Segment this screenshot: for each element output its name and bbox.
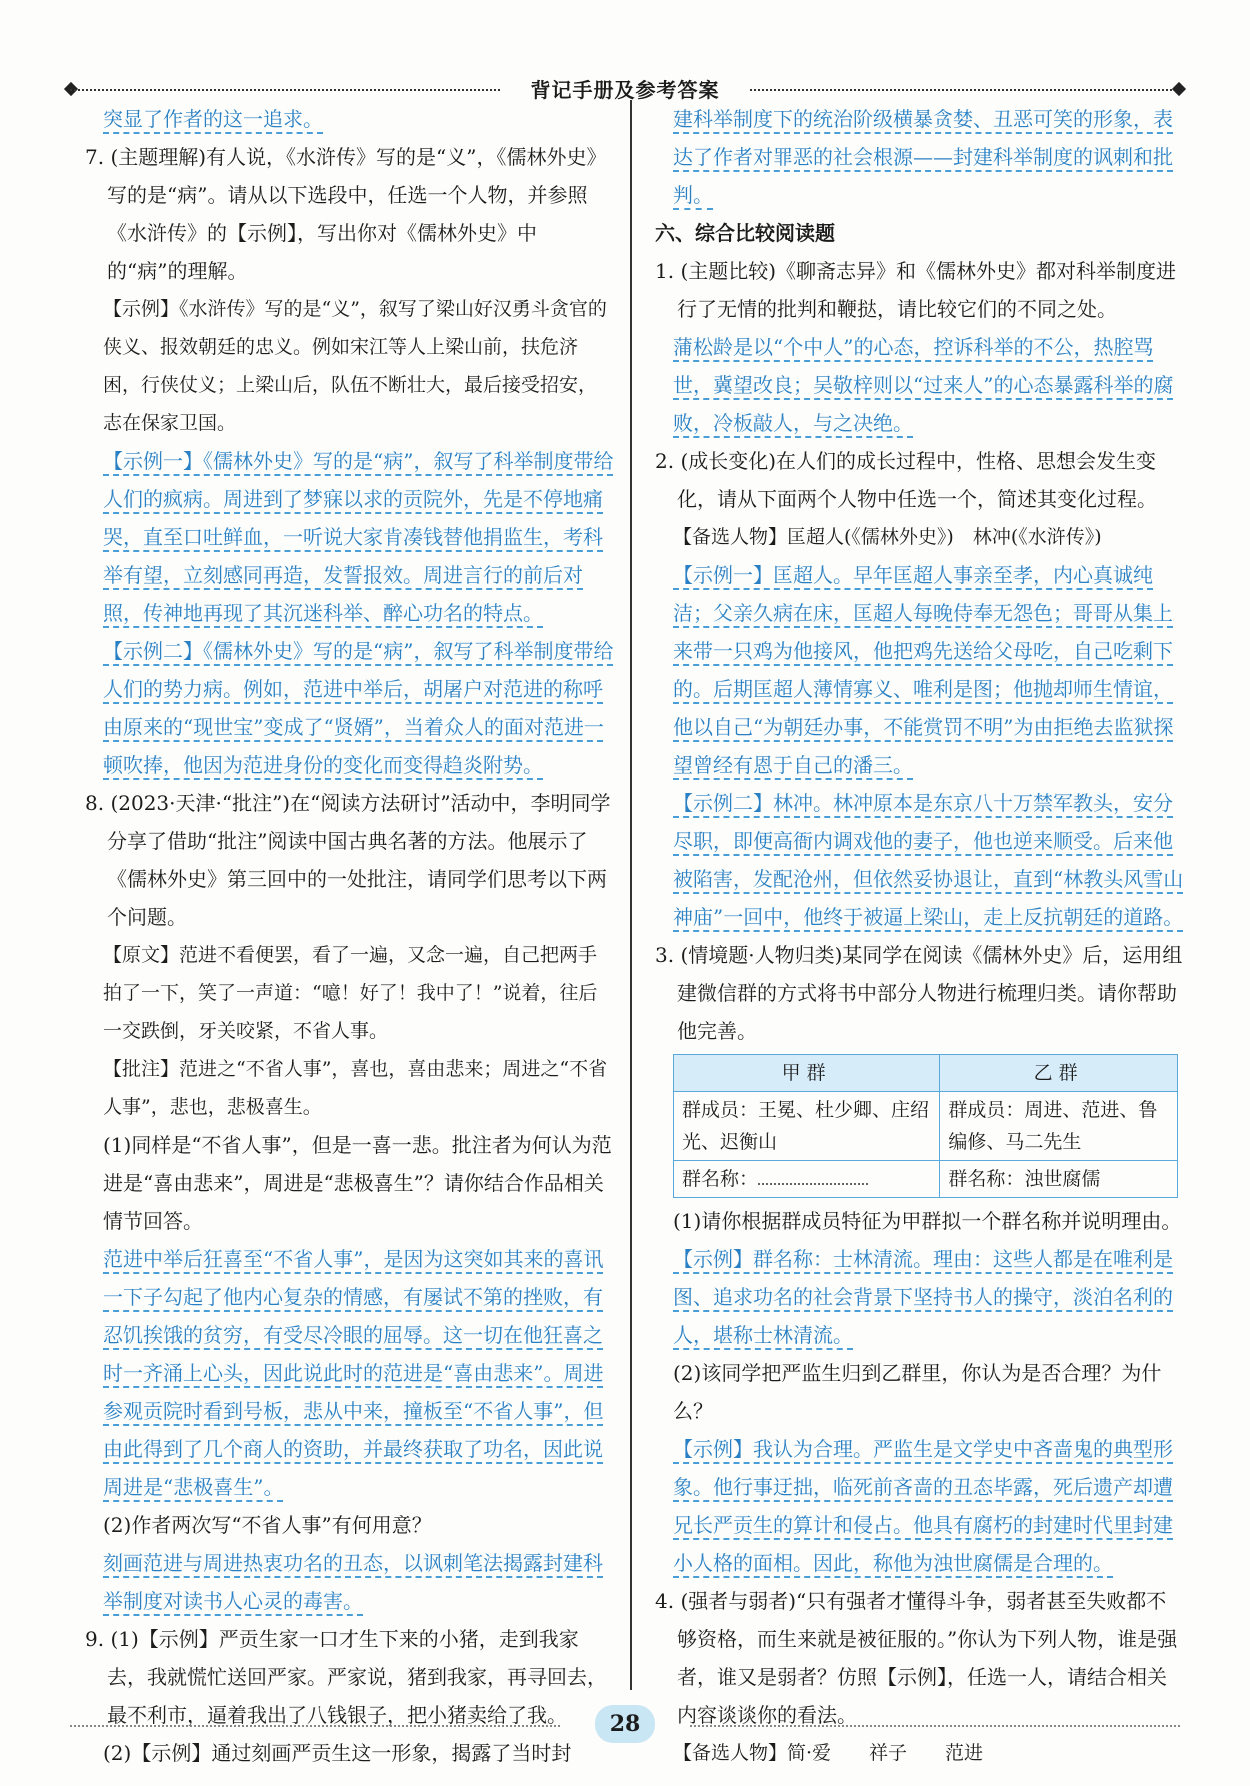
group-table-names bbox=[674, 1161, 1178, 1198]
group-a-name-label: 群名称： bbox=[682, 1168, 759, 1190]
left-para-6: 【原文】范进不看便罢，看了一遍，又念一遍，自己把两手拍了一下，笑了一声道：“噫！好了！我中了！”说着，往后一交跌倒，牙关咬紧，不省人事。 bbox=[103, 944, 598, 1042]
right-para-2: 1. (主题比较)《聊斋志异》和《儒林外史》都对科举制度进行了无情的批判和鞭挞，请比较它们的不同之处。 bbox=[655, 259, 1177, 321]
right-para-6: 【示例一】匡超人。早年匡超人事亲至孝，内心真诚纯洁；父亲久病在床，匡超人每晚侍奉无怨色；哥哥从集上来带一只鸡为他接风，他把鸡先送给父母吃，自己吃剩下的。后期匡超人薄情寡义、唯利是图；他抛却师生情谊，他以自己“为朝廷办事，不能赏罚不明”为由拒绝去监狱探望曾经有恩于自己的潘三。 bbox=[673, 563, 1174, 777]
footer-rule-left bbox=[70, 1725, 560, 1727]
left-para-12: 9. (1)【示例】严贡生家一口才生下来的小猪，走到我家去，我就慌忙送回严家。严家说，猪到我家，再寻回去，最不利市，逼着我出了八钱银子，把小猪卖给了我。 bbox=[85, 1627, 607, 1727]
right-column bbox=[655, 100, 1185, 1772]
group-a-name-blank bbox=[758, 1163, 868, 1185]
right-para-13: 4. (强者与弱者)“只有强者才懂得斗争，弱者甚至失败都不够资格，而生来就是被征服的。”你认为下列人物，谁是强者，谁又是弱者？仿照【示例】，任选一人，请结合相关内容谈谈你的看法。 bbox=[655, 1589, 1178, 1727]
right-para-7: 【示例二】林冲。林冲原本是东京八十万禁军教头，安分尽职，即便高衙内调戏他的妻子，他也逆来顺受。后来他被陷害，发配沧州，但依然妥协退让，直到“林教头风雪山神庙”一回中，他终于被逼上梁山，走上反抗朝廷的道路。 bbox=[673, 791, 1184, 929]
left-para-4: 【示例二】《儒林外史》写的是“病”，叙写了科举制度带给人们的势力病。例如，范进中举后，胡屠户对范进的称呼由原来的“现世宝”变成了“贤婿”，当着众人的面对范进一顿吹捧，他因为范进身份的变化而变得趋炎附势。 bbox=[103, 639, 614, 777]
page-footer bbox=[70, 1705, 1180, 1745]
right-para-12: 【示例】我认为合理。严监生是文学史中吝啬鬼的典型形象。他行事迂拙，临死前吝啬的丑态毕露，死后遗产却遭兄长严贡生的算计和侵占。他具有腐朽的封建时代里封建小人格的面相。因此，称他为浊世腐儒是合理的。 bbox=[673, 1437, 1173, 1575]
right-para-0: 建科举制度下的统治阶级横暴贪婪、丑恶可笑的形象，表达了作者对罪恶的社会根源——封建科举制度的讽刺和批判。 bbox=[673, 107, 1173, 207]
right-para-9: (1)请你根据群成员特征为甲群拟一个群名称并说明理由。 bbox=[673, 1209, 1182, 1233]
right-para-3: 蒲松龄是以“个中人”的心态，控诉科举的不公，热腔骂世，冀望改良；吴敬梓则以“过来人”的心态暴露科举的腐败，冷板敲人，与之决绝。 bbox=[673, 335, 1174, 435]
left-para-3: 【示例一】《儒林外史》写的是“病”，叙写了科举制度带给人们的疯病。周进到了梦寐以求的贡院外，先是不停地痛哭，直至口吐鲜血，一听说大家肯凑钱替他捐监生，考科举有望，立刻感同再造，发誓报效。周进言行的前后对照，传神地再现了其沉迷科举、醉心功名的特点。 bbox=[103, 449, 614, 625]
group-b-members: 群成员：周进、范进、鲁编修、马二先生 bbox=[940, 1092, 1178, 1161]
page-header bbox=[70, 72, 1180, 102]
left-para-8: (1)同样是“不省人事”，但是一喜一悲。批注者为何认为范进是“喜由悲来”，周进是“悲极喜生”？请你结合作品相关情节回答。 bbox=[103, 1133, 612, 1233]
right-para-4: 2. (成长变化)在人们的成长过程中，性格、思想会发生变化，请从下面两个人物中任选一个，简述其变化过程。 bbox=[655, 449, 1157, 511]
left-para-9: 范进中举后狂喜至“不省人事”，是因为这突如其来的喜讯一下子勾起了他内心复杂的情感，有屡试不第的挫败，有忍饥挨饿的贫穷，有受尽冷眼的屈辱。这一切在他狂喜之时一齐涌上心头，因此说此时的范进是“喜由悲来”。周进参观贡院时看到号板，悲从中来，撞板至“不省人事”，但由此得到了几个商人的资助，并最终获取了功名，因此说周进是“悲极喜生”。 bbox=[103, 1247, 604, 1499]
group-b-name: 群名称：浊世腐儒 bbox=[940, 1161, 1178, 1198]
left-para-11: 刻画范进与周进热衷功名的丑态，以讽刺笔法揭露封建科举制度对读书人心灵的毒害。 bbox=[103, 1551, 603, 1613]
left-para-10: (2)作者两次写“不省人事”有何用意？ bbox=[103, 1513, 432, 1537]
group-a-name-cell bbox=[674, 1161, 940, 1198]
group-table-head bbox=[674, 1055, 1178, 1092]
group-table bbox=[673, 1054, 1178, 1198]
group-a-members: 群成员：王冕、杜少卿、庄绍光、迟衡山 bbox=[674, 1092, 940, 1161]
header-title: 背记手册及参考答案 bbox=[530, 78, 720, 102]
right-para-11: (2)该同学把严监生归到乙群里，你认为是否合理？为什么？ bbox=[673, 1361, 1162, 1423]
right-para-10: 【示例】群名称：士林清流。理由：这些人都是在唯利是图、追求功名的社会背景下坚持书人的操守，淡泊名利的人，堪称士林清流。 bbox=[673, 1247, 1173, 1347]
left-para-7: 【批注】范进之“不省人事”，喜也，喜由悲来；周进之“不省人事”，悲也，悲极喜生。 bbox=[103, 1058, 608, 1118]
page-number: 28 bbox=[595, 1705, 655, 1743]
right-para-5: 【备选人物】匡超人(《儒林外史》) 林冲(《水浒传》) bbox=[673, 526, 1102, 548]
group-b-header: 乙群 bbox=[940, 1055, 1178, 1092]
left-para-0: 突显了作者的这一追求。 bbox=[103, 107, 323, 131]
left-para-13: (2)【示例】通过刻画严贡生这一形象，揭露了当时封 bbox=[103, 1741, 572, 1765]
left-para-2: 【示例】《水浒传》写的是“义”，叙写了梁山好汉勇斗贪官的侠义、报效朝廷的忠义。例如宋江等人上梁山前，扶危济困，行侠仗义；上梁山后，队伍不断壮大，最后接受招安，志在保家卫国。 bbox=[103, 298, 607, 434]
group-a-header: 甲群 bbox=[674, 1055, 940, 1092]
column-divider bbox=[630, 100, 632, 1690]
header-rule-right bbox=[750, 89, 1180, 91]
left-para-1: 7. (主题理解)有人说，《水浒传》写的是“义”，《儒林外史》写的是“病”。请从以下选段中，任选一个人物，并参照《水浒传》的【示例】，写出你对《儒林外史》中的“病”的理解。 bbox=[85, 145, 607, 283]
right-para-8: 3. (情境题·人物归类)某同学在阅读《儒林外史》后，运用组建微信群的方式将书中部分人物进行梳理归类。请你帮助他完善。 bbox=[655, 943, 1183, 1043]
right-para-14: 【备选人物】简·爱 祥子 范进 bbox=[673, 1742, 984, 1764]
section-heading: 六、综合比较阅读题 bbox=[655, 221, 835, 245]
left-column bbox=[85, 100, 615, 1772]
left-para-5: 8. (2023·天津·“批注”)在“阅读方法研讨”活动中，李明同学分享了借助“批注”阅读中国古典名著的方法。他展示了《儒林外史》第三回中的一处批注，请同学们思考以下两个问题。 bbox=[85, 791, 611, 929]
footer-rule-right bbox=[690, 1725, 1180, 1727]
group-table-members bbox=[674, 1092, 1178, 1161]
